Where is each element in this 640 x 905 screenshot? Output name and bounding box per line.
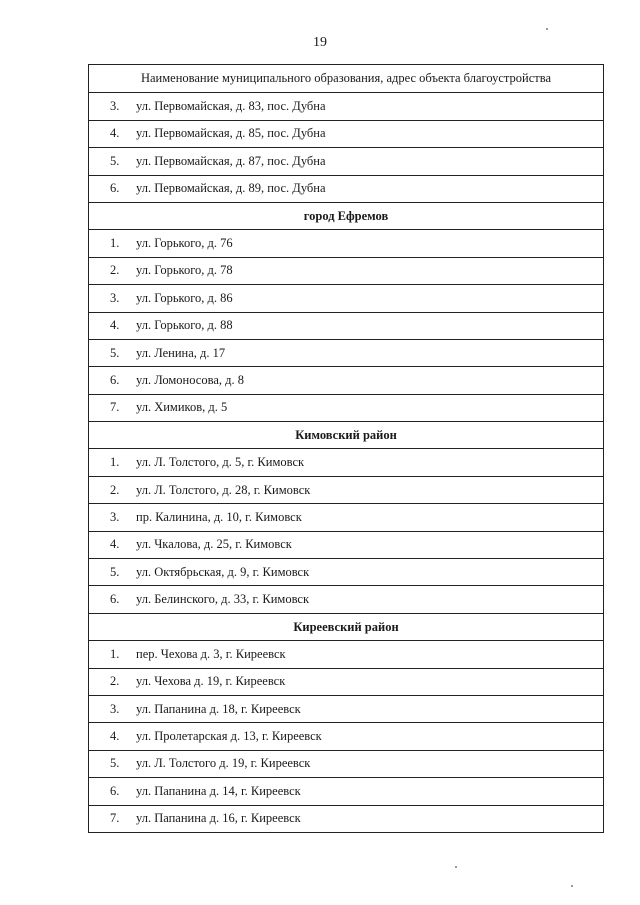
scan-speck: [546, 28, 548, 30]
row-address: ул. Папанина д. 14, г. Киреевск: [136, 783, 301, 798]
table-row: [89, 120, 603, 147]
table-row: [89, 476, 603, 503]
row-address: ул. Первомайская, д. 83, пос. Дубна: [136, 99, 326, 114]
table-row: [89, 92, 603, 119]
row-address: ул. Горького, д. 76: [136, 236, 233, 251]
table-row: [89, 558, 603, 585]
scan-speck: [571, 885, 573, 887]
table-row: [89, 503, 603, 530]
row-address: ул. Химиков, д. 5: [136, 400, 228, 415]
row-address: ул. Ленина, д. 17: [136, 345, 226, 360]
row-address: ул. Первомайская, д. 87, пос. Дубна: [136, 153, 326, 168]
table-row: [89, 448, 603, 475]
row-number: 5.: [110, 564, 120, 579]
table-row: [89, 175, 603, 202]
row-address: ул. Л. Толстого д. 19, г. Киреевск: [136, 756, 311, 771]
row-number: 3.: [110, 99, 120, 114]
row-number: 7.: [110, 811, 120, 826]
table-row: [89, 750, 603, 777]
row-address: ул. Папанина д. 16, г. Киреевск: [136, 811, 301, 826]
row-number: 6.: [110, 783, 120, 798]
row-number: 3.: [110, 290, 120, 305]
row-number: 7.: [110, 400, 120, 415]
row-number: 3.: [110, 509, 120, 524]
table-row: [89, 257, 603, 284]
section-heading: Киреевский район: [89, 613, 603, 640]
table-row: [89, 229, 603, 256]
table-row: [89, 695, 603, 722]
section-heading: Кимовский район: [89, 421, 603, 448]
table-row: [89, 284, 603, 311]
row-address: ул. Ломоносова, д. 8: [136, 372, 244, 387]
row-number: 1.: [110, 646, 120, 661]
row-address: ул. Горького, д. 86: [136, 290, 233, 305]
table-row: [89, 394, 603, 421]
row-address: пр. Калинина, д. 10, г. Кимовск: [136, 509, 302, 524]
row-address: ул. Октябрьская, д. 9, г. Кимовск: [136, 564, 310, 579]
section-heading: город Ефремов: [89, 202, 603, 229]
row-number: 2.: [110, 482, 120, 497]
table-row: [89, 147, 603, 174]
table-row: [89, 777, 603, 804]
row-address: ул. Первомайская, д. 89, пос. Дубна: [136, 181, 326, 196]
row-number: 4.: [110, 537, 120, 552]
row-address: ул. Л. Толстого, д. 5, г. Кимовск: [136, 455, 305, 470]
table-row: [89, 805, 603, 832]
table-row: [89, 640, 603, 667]
row-number: 6.: [110, 592, 120, 607]
row-number: 4.: [110, 126, 120, 141]
row-address: пер. Чехова д. 3, г. Киреевск: [136, 646, 286, 661]
row-number: 5.: [110, 153, 120, 168]
row-number: 6.: [110, 372, 120, 387]
row-number: 4.: [110, 729, 120, 744]
table-row: [89, 668, 603, 695]
row-number: 1.: [110, 455, 120, 470]
table-row: [89, 722, 603, 749]
row-address: ул. Белинского, д. 33, г. Кимовск: [136, 592, 310, 607]
row-address: ул. Папанина д. 18, г. Киреевск: [136, 701, 301, 716]
scan-speck: [455, 866, 457, 868]
row-number: 6.: [110, 181, 120, 196]
table-row: [89, 339, 603, 366]
row-address: ул. Пролетарская д. 13, г. Киреевск: [136, 729, 322, 744]
table-row: [89, 366, 603, 393]
row-address: ул. Чехова д. 19, г. Киреевск: [136, 674, 286, 689]
row-address: ул. Первомайская, д. 85, пос. Дубна: [136, 126, 326, 141]
table-row: [89, 312, 603, 339]
row-number: 2.: [110, 674, 120, 689]
table-row: [89, 585, 603, 612]
row-address: ул. Горького, д. 78: [136, 263, 233, 278]
row-number: 5.: [110, 345, 120, 360]
row-number: 3.: [110, 701, 120, 716]
row-number: 5.: [110, 756, 120, 771]
row-address: ул. Чкалова, д. 25, г. Кимовск: [136, 537, 292, 552]
row-number: 4.: [110, 318, 120, 333]
row-address: ул. Л. Толстого, д. 28, г. Кимовск: [136, 482, 311, 497]
table-header: Наименование муниципального образования, адрес объекта благоустройства: [140, 71, 552, 86]
row-number: 2.: [110, 263, 120, 278]
row-address: ул. Горького, д. 88: [136, 318, 233, 333]
page-number: 19: [313, 35, 327, 50]
address-table: [88, 64, 604, 833]
table-row: [89, 531, 603, 558]
row-number: 1.: [110, 236, 120, 251]
